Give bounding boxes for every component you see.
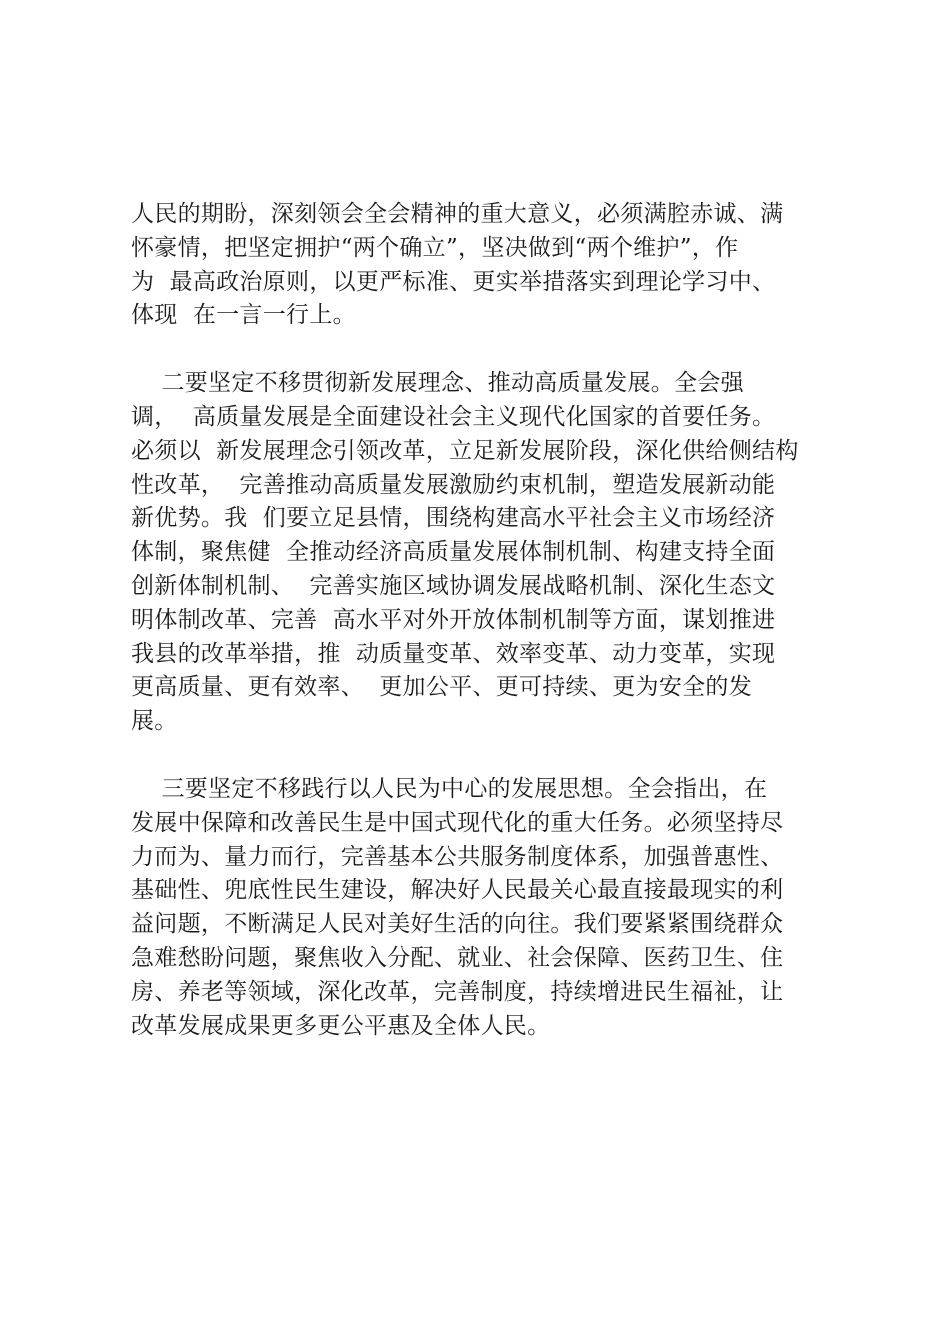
text-line: 急难愁盼问题，聚焦收入分配、就业、社会保障、医药卫生、住 (131, 944, 784, 971)
text-line: 改革发展成果更多更公平惠及全体人民。 (131, 1012, 551, 1039)
text-line: 二要坚定不移贯彻新发展理念、推动高质量发展。全会强 (131, 370, 744, 397)
text-line: 调， 高质量发展是全面建设社会主义现代化国家的首要任务。 (131, 403, 776, 430)
text-line: 力而为、量力而行，完善基本公共服务制度体系，加强普惠性、 (131, 843, 784, 870)
text-line: 为 最高政治原则，以更严标准、更实举措落实到理论学习中、 (131, 268, 776, 295)
text-line: 明体制改革、完善 高水平对外开放体制机制等方面，谋划推进 (131, 606, 776, 633)
text-line: 三要坚定不移践行以人民为中心的发展思想。全会指出，在 (131, 775, 768, 802)
text-line: 发展中保障和改善民生是中国式现代化的重大任务。必须坚持尽 (131, 809, 784, 836)
text-line: 新优势。我 们要立足县情，围绕构建高水平社会主义市场经济 (131, 505, 776, 532)
text-line: 必须以 新发展理念引领改革，立足新发展阶段，深化供给侧结构 (131, 437, 799, 464)
text-line: 益问题，不断满足人民对美好生活的向往。我们要紧紧围绕群众 (131, 911, 784, 938)
text-line: 性改革， 完善推动高质量发展激励约束机制，塑造发展新动能 (131, 471, 776, 498)
text-line: 怀豪情，把坚定拥护“两个确立”，坚决做到“两个维护”，作 (131, 234, 739, 261)
text-line: 创新体制机制、 完善实施区域协调发展战略机制、深化生态文 (131, 572, 776, 599)
text-line: 基础性、兜底性民生建设，解决好人民最关心最直接最现实的利 (131, 877, 784, 904)
text-line: 体现 在一言一行上。 (131, 302, 356, 329)
text-line: 更高质量、更有效率、 更加公平、更可持续、更为安全的发 (131, 674, 753, 701)
paragraph-spacer (131, 739, 847, 773)
document-body (131, 198, 847, 1043)
text-line: 我县的改革举措，推 动质量变革、效率变革、动力变革，实现 (131, 640, 776, 667)
text-line: 人民的期盼，深刻领会全会精神的重大意义，必须满腔赤诚、满 (131, 201, 784, 227)
text-line: 房、养老等领域，深化改革，完善制度，持续增进民生福祉，让 (131, 978, 784, 1005)
paragraph-2 (131, 367, 847, 739)
paragraph-1 (131, 198, 847, 333)
paragraph-spacer (131, 333, 847, 367)
text-line: 体制，聚焦健 全推动经济高质量发展体制机制、构建支持全面 (131, 539, 776, 566)
paragraph-3 (131, 773, 847, 1043)
text-line: 展。 (131, 708, 178, 735)
